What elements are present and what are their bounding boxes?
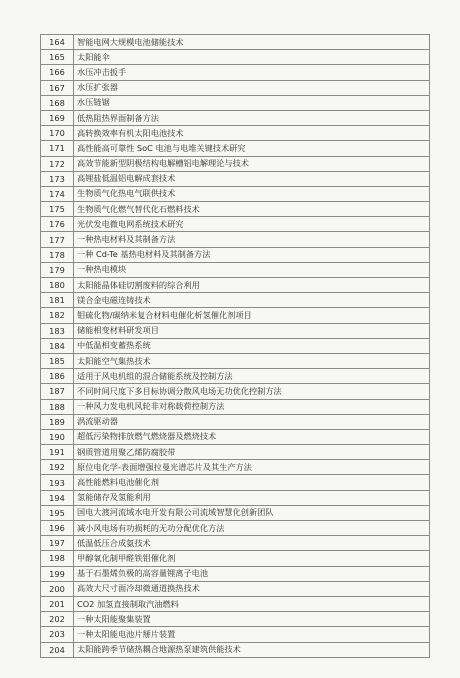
row-number-cell: 176 bbox=[41, 217, 74, 232]
table-row bbox=[41, 505, 430, 520]
row-number-cell: 194 bbox=[41, 490, 74, 505]
table-row bbox=[41, 141, 430, 156]
row-number-cell: 165 bbox=[41, 50, 74, 65]
row-name-cell: 高性能高可靠性 SoC 电池与电堆关键技术研究 bbox=[74, 141, 430, 156]
row-number-cell: 173 bbox=[41, 171, 74, 186]
row-name-cell: 涡流驱动器 bbox=[74, 414, 430, 429]
row-number-cell: 201 bbox=[41, 596, 74, 611]
row-number-cell: 164 bbox=[41, 35, 74, 50]
row-name-cell: 水压冲击扳手 bbox=[74, 65, 430, 80]
row-number-cell: 203 bbox=[41, 627, 74, 642]
row-number-cell: 168 bbox=[41, 95, 74, 110]
table-row bbox=[41, 308, 430, 323]
table-row bbox=[41, 369, 430, 384]
row-name-cell: 低热阻热界面制备方法 bbox=[74, 110, 430, 125]
row-name-cell: 水压链锯 bbox=[74, 95, 430, 110]
row-name-cell: 镁合金电磁连铸技术 bbox=[74, 293, 430, 308]
table-row bbox=[41, 217, 430, 232]
row-name-cell: 一种热电模块 bbox=[74, 262, 430, 277]
row-name-cell: 高锂盐低温铝电解成套技术 bbox=[74, 171, 430, 186]
table-row bbox=[41, 445, 430, 460]
row-number-cell: 200 bbox=[41, 581, 74, 596]
row-number-cell: 175 bbox=[41, 202, 74, 217]
table-row bbox=[41, 323, 430, 338]
row-name-cell: 光伏发电微电网系统技术研究 bbox=[74, 217, 430, 232]
row-name-cell: 储能相变材料研发项目 bbox=[74, 323, 430, 338]
row-name-cell: 一种太阳能电池片掰片装置 bbox=[74, 627, 430, 642]
row-number-cell: 192 bbox=[41, 460, 74, 475]
table-row bbox=[41, 50, 430, 65]
table-body bbox=[41, 35, 430, 658]
row-name-cell: 太阳能跨季节储热耦合地源热泵建筑供能技术 bbox=[74, 642, 430, 657]
row-number-cell: 169 bbox=[41, 110, 74, 125]
table-row bbox=[41, 399, 430, 414]
row-name-cell: 超低污染物排放燃气燃烧器及燃烧技术 bbox=[74, 429, 430, 444]
row-number-cell: 190 bbox=[41, 429, 74, 444]
table-row bbox=[41, 126, 430, 141]
table-row bbox=[41, 627, 430, 642]
row-number-cell: 193 bbox=[41, 475, 74, 490]
table-row bbox=[41, 171, 430, 186]
row-number-cell: 191 bbox=[41, 445, 74, 460]
row-name-cell: 减小风电场有功损耗的无功分配优化方法 bbox=[74, 521, 430, 536]
table-row bbox=[41, 110, 430, 125]
table-row bbox=[41, 642, 430, 657]
row-name-cell: 一种 Cd-Te 基热电材料及其制备方法 bbox=[74, 247, 430, 262]
row-number-cell: 202 bbox=[41, 612, 74, 627]
row-number-cell: 198 bbox=[41, 551, 74, 566]
row-name-cell: 高效节能新型阴极结构电解槽铝电解理论与技术 bbox=[74, 156, 430, 171]
table-row bbox=[41, 156, 430, 171]
table-row bbox=[41, 65, 430, 80]
table-row bbox=[41, 460, 430, 475]
table-row bbox=[41, 262, 430, 277]
row-name-cell: 适用于风电机组的混合储能系统及控制方法 bbox=[74, 369, 430, 384]
row-name-cell: 生物质气化燃气替代化石燃料技术 bbox=[74, 202, 430, 217]
row-name-cell: 甲醇氧化制甲醛铁钼催化剂 bbox=[74, 551, 430, 566]
table-row bbox=[41, 35, 430, 50]
row-number-cell: 204 bbox=[41, 642, 74, 657]
table-row bbox=[41, 596, 430, 611]
row-number-cell: 178 bbox=[41, 247, 74, 262]
row-number-cell: 189 bbox=[41, 414, 74, 429]
table-row bbox=[41, 353, 430, 368]
row-number-cell: 196 bbox=[41, 521, 74, 536]
table-row bbox=[41, 293, 430, 308]
table-row bbox=[41, 429, 430, 444]
row-name-cell: 基于石墨烯负极的高容量锂离子电池 bbox=[74, 566, 430, 581]
row-number-cell: 172 bbox=[41, 156, 74, 171]
row-name-cell: 高效大尺寸面冷却微通道换热技术 bbox=[74, 581, 430, 596]
table-row bbox=[41, 384, 430, 399]
row-number-cell: 183 bbox=[41, 323, 74, 338]
row-number-cell: 186 bbox=[41, 369, 74, 384]
technology-list-table bbox=[40, 34, 430, 658]
table-row bbox=[41, 612, 430, 627]
row-number-cell: 199 bbox=[41, 566, 74, 581]
row-number-cell: 188 bbox=[41, 399, 74, 414]
table-row bbox=[41, 232, 430, 247]
table-row bbox=[41, 566, 430, 581]
row-number-cell: 170 bbox=[41, 126, 74, 141]
table-row bbox=[41, 521, 430, 536]
table-row bbox=[41, 536, 430, 551]
row-number-cell: 187 bbox=[41, 384, 74, 399]
row-name-cell: 太阳能晶体硅切割废料的综合利用 bbox=[74, 278, 430, 293]
row-number-cell: 179 bbox=[41, 262, 74, 277]
row-name-cell: 太阳能伞 bbox=[74, 50, 430, 65]
table-row bbox=[41, 475, 430, 490]
row-name-cell: 低温低压合成氨技术 bbox=[74, 536, 430, 551]
row-number-cell: 166 bbox=[41, 65, 74, 80]
row-number-cell: 181 bbox=[41, 293, 74, 308]
table-row bbox=[41, 551, 430, 566]
table-row bbox=[41, 338, 430, 353]
table-row bbox=[41, 581, 430, 596]
table-row bbox=[41, 202, 430, 217]
row-name-cell: 生物质气化热电气联供技术 bbox=[74, 186, 430, 201]
table-row bbox=[41, 247, 430, 262]
row-number-cell: 180 bbox=[41, 278, 74, 293]
row-name-cell: 一种风力发电机风轮非对称载荷控制方法 bbox=[74, 399, 430, 414]
row-name-cell: 高性能燃料电池催化剂 bbox=[74, 475, 430, 490]
row-number-cell: 184 bbox=[41, 338, 74, 353]
row-name-cell: 高转换效率有机太阳电池技术 bbox=[74, 126, 430, 141]
row-number-cell: 197 bbox=[41, 536, 74, 551]
row-name-cell: 智能电网大规模电池储能技术 bbox=[74, 35, 430, 50]
row-name-cell: 一种太阳能聚集装置 bbox=[74, 612, 430, 627]
row-number-cell: 195 bbox=[41, 505, 74, 520]
row-name-cell: 中低温相变蓄热系统 bbox=[74, 338, 430, 353]
row-number-cell: 185 bbox=[41, 353, 74, 368]
row-name-cell: 一种热电材料及其制备方法 bbox=[74, 232, 430, 247]
table-row bbox=[41, 278, 430, 293]
table-row bbox=[41, 186, 430, 201]
table-row bbox=[41, 490, 430, 505]
row-name-cell: 氢能储存及氢能利用 bbox=[74, 490, 430, 505]
row-number-cell: 174 bbox=[41, 186, 74, 201]
table-row bbox=[41, 80, 430, 95]
row-name-cell: 太阳能空气集热技术 bbox=[74, 353, 430, 368]
table-row bbox=[41, 95, 430, 110]
row-name-cell: 钼硫化物/碳纳米复合材料电催化析氢催化剂项目 bbox=[74, 308, 430, 323]
row-number-cell: 167 bbox=[41, 80, 74, 95]
row-name-cell: 原位电化学-表面增强拉曼光谱芯片及其生产方法 bbox=[74, 460, 430, 475]
row-number-cell: 182 bbox=[41, 308, 74, 323]
row-number-cell: 171 bbox=[41, 141, 74, 156]
row-name-cell: 钢质管道用聚乙烯防腐胶带 bbox=[74, 445, 430, 460]
row-name-cell: 不同时间尺度下多目标协调分散风电场无功优化控制方法 bbox=[74, 384, 430, 399]
row-name-cell: 水压扩张器 bbox=[74, 80, 430, 95]
row-name-cell: 国电大渡河流域水电开发有限公司流域智慧化创新团队 bbox=[74, 505, 430, 520]
row-number-cell: 177 bbox=[41, 232, 74, 247]
row-name-cell: CO2 加氢直接制取汽油燃料 bbox=[74, 596, 430, 611]
table-row bbox=[41, 414, 430, 429]
